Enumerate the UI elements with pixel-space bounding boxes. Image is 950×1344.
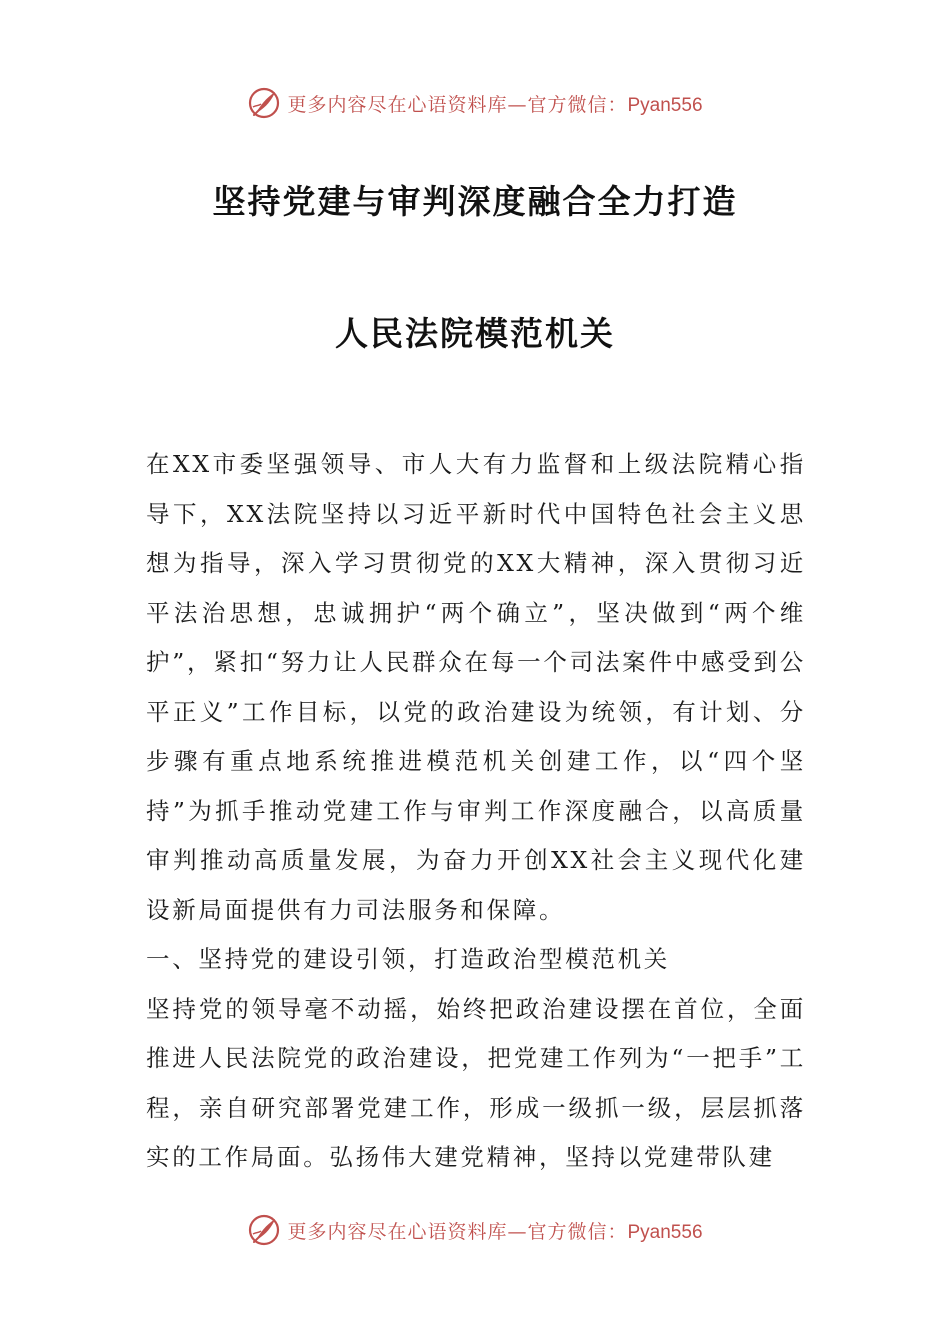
footer-banner-text: 更多内容尽在心语资料库—官方微信：Pyan556 [287, 1220, 703, 1243]
header-banner-id: Pyan556 [627, 94, 703, 116]
quill-pen-icon [247, 86, 281, 120]
body-paragraph-1: 在XX市委坚强领导、市人大有力监督和上级法院精心指导下，XX法院坚持以习近平新时代中国特色社会主义思想为指导，深入学习贯彻党的XX大精神，深入贯彻习近平法治思想，忠诚拥护“两个确立”，坚决做到“两个维护”，紧扣“努力让人民群众在每一个司法案件中感受到公平正义”工作目标，以党的政治建设为统领，有计划、分步骤有重点地系统推进模范机关创建工作，以“四个坚持”为抓手推动党建工作与审判工作深度融合，以高质量审判推动高质量发展，为奋力开创XX社会主义现代化建设新局面提供有力司法服务和保障。 [146, 450, 806, 924]
footer-banner [0, 1210, 950, 1250]
document-title-line-1: 坚持党建与审判深度融合全力打造 [212, 182, 738, 221]
document-body [146, 440, 806, 1183]
header-banner [0, 83, 950, 123]
quill-pen-icon [247, 1213, 281, 1247]
section-heading-1: 一、坚持党的建设引领，打造政治型模范机关 [146, 945, 670, 973]
body-paragraph-2: 坚持党的领导毫不动摇，始终把政治建设摆在首位，全面推进人民法院党的政治建设，把党建工作列为“一把手”工程，亲自研究部署党建工作，形成一级抓一级，层层抓落实的工作局面。弘扬伟大建党精神，坚持以党建带队建 [146, 994, 806, 1171]
header-banner-text: 更多内容尽在心语资料库—官方微信：Pyan556 [287, 93, 703, 116]
document-title-line-2: 人民法院模范机关 [335, 314, 615, 353]
footer-banner-id: Pyan556 [627, 1221, 703, 1243]
